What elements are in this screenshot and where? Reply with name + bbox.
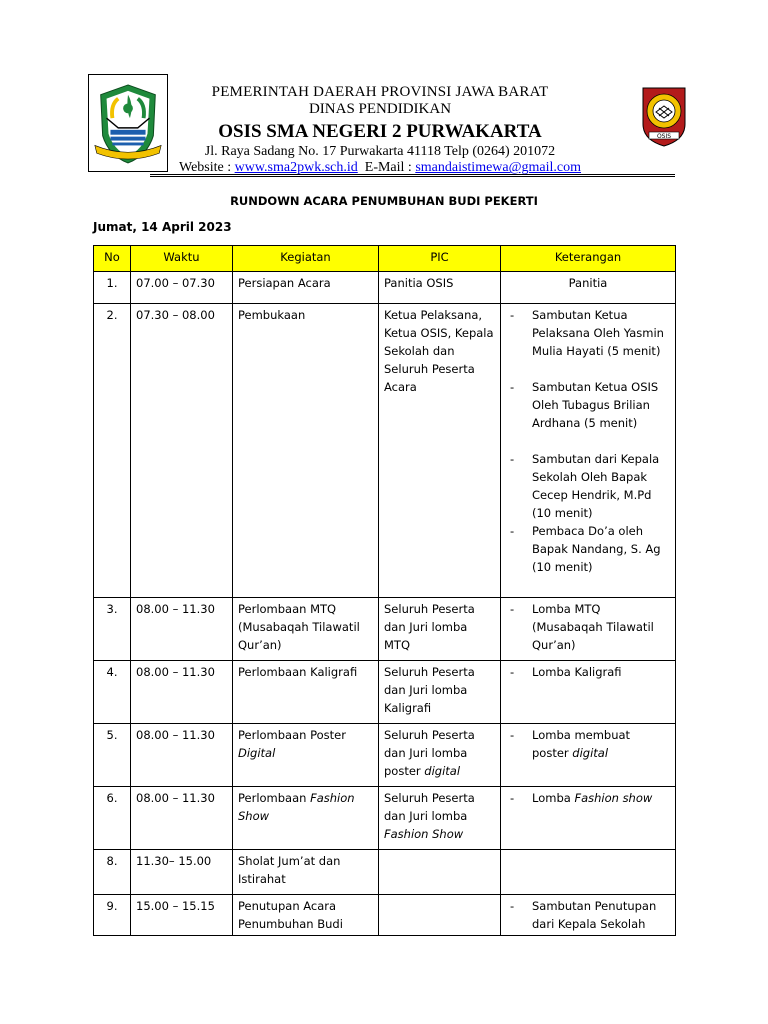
keterangan-text: Lomba Kaligrafi (532, 665, 622, 679)
table-row (94, 598, 676, 661)
header-kegiatan: Kegiatan (233, 246, 379, 272)
keterangan-text: Sambutan dari Kepala Sekolah Oleh Bapak Cecep Hendrik, M.Pd (10 menit) (532, 452, 660, 520)
header-keterangan: Keterangan (501, 246, 676, 272)
bullet-dash: - (510, 602, 515, 616)
table-row (94, 895, 676, 936)
cell-kegiatan: Penutupan Acara Penumbuhan Budi (233, 895, 379, 936)
pic-text: Seluruh Peserta dan Juri lomba poster (384, 728, 475, 778)
list-item (506, 726, 670, 762)
kegiatan-text: Perlombaan (238, 791, 307, 805)
cell-waktu: 08.00 – 11.30 (131, 724, 233, 787)
cell-keterangan (501, 895, 676, 936)
keterangan-text: Sambutan Ketua OSIS Oleh Tubagus Brilian Ardhana (5 menit) (532, 380, 659, 430)
kegiatan-italic-text: Fashion Show (238, 791, 355, 823)
cell-pic (379, 850, 501, 895)
cell-no: 2. (94, 304, 131, 598)
keterangan-text: Lomba MTQ (Musabaqah Tilawatil Qur’an) (532, 602, 654, 652)
cell-kegiatan: Perlombaan MTQ (Musabaqah Tilawatil Qur’an) (233, 598, 379, 661)
osis-logo-label: OSIS (656, 133, 672, 140)
kegiatan-text: Perlombaan Poster (238, 728, 346, 742)
list-item (506, 789, 670, 807)
cell-waktu: 11.30– 15.00 (131, 850, 233, 895)
keterangan-italic-text: Fashion show (574, 791, 653, 805)
cell-kegiatan (233, 724, 379, 787)
bullet-dash: - (510, 524, 515, 538)
table-row (94, 661, 676, 724)
cell-keterangan (501, 598, 676, 661)
table-row (94, 850, 676, 895)
website-link[interactable]: www.sma2pwk.sch.id (234, 160, 358, 176)
bullet-dash: - (510, 791, 515, 805)
list-item (506, 378, 670, 432)
cell-pic: Seluruh Peserta dan Juri lomba MTQ (379, 598, 501, 661)
cell-pic (379, 787, 501, 850)
government-name: PEMERINTAH DAERAH PROVINSI JAWA BARAT (211, 84, 549, 100)
header-no: No (94, 246, 131, 272)
cell-no: 9. (94, 895, 131, 936)
cell-waktu: 15.00 – 15.15 (131, 895, 233, 936)
cell-no: 5. (94, 724, 131, 787)
osis-emblem-icon (637, 84, 691, 148)
rundown-table (93, 245, 676, 936)
department-name: DINAS PENDIDIKAN (308, 101, 452, 118)
cell-keterangan: Panitia (501, 272, 676, 304)
email-label: E-Mail : (364, 160, 412, 176)
list-item (506, 306, 670, 360)
cell-pic (379, 895, 501, 936)
keterangan-text: Lomba (532, 791, 571, 805)
keterangan-text: Lomba membuat poster (532, 728, 631, 760)
keterangan-italic-text: digital (572, 746, 609, 760)
cell-no: 6. (94, 787, 131, 850)
cell-waktu: 08.00 – 11.30 (131, 598, 233, 661)
bullet-dash: - (510, 452, 515, 466)
list-item (506, 663, 670, 681)
table-header-row (94, 246, 676, 272)
cell-kegiatan: Pembukaan (233, 304, 379, 598)
cell-pic: Ketua Pelaksana, Ketua OSIS, Kepala Sekolah dan Seluruh Peserta Acara (379, 304, 501, 598)
address: Jl. Raya Sadang No. 17 Purwakarta 41118 Telp (0264) 201072 (204, 144, 556, 160)
table-row (94, 304, 676, 598)
website-label: Website : (178, 160, 232, 176)
bullet-dash: - (510, 899, 515, 913)
list-item (506, 522, 670, 576)
pic-italic-text: digital (424, 764, 461, 778)
letterhead (150, 84, 610, 177)
header-pic: PIC (379, 246, 501, 272)
cell-kegiatan (233, 787, 379, 850)
cell-kegiatan: Persiapan Acara (233, 272, 379, 304)
cell-kegiatan: Sholat Jum’at dan Istirahat (233, 850, 379, 895)
cell-pic: Panitia OSIS (379, 272, 501, 304)
cell-waktu: 07.30 – 08.00 (131, 304, 233, 598)
organization-name: OSIS SMA NEGERI 2 PURWAKARTA (218, 120, 542, 142)
email-link[interactable]: smandaistimewa@gmail.com (415, 160, 582, 176)
document-date: Jumat, 14 April 2023 (93, 220, 232, 234)
osis-logo (637, 84, 691, 148)
bullet-dash: - (510, 728, 515, 742)
cell-keterangan (501, 661, 676, 724)
cell-no: 8. (94, 850, 131, 895)
table-row (94, 724, 676, 787)
cell-no: 1. (94, 272, 131, 304)
table-row (94, 787, 676, 850)
header-divider (150, 174, 675, 175)
bullet-dash: - (510, 380, 515, 394)
bullet-dash: - (510, 665, 515, 679)
cell-keterangan (501, 850, 676, 895)
bullet-dash: - (510, 308, 515, 322)
cell-no: 3. (94, 598, 131, 661)
pic-italic-text: Fashion Show (384, 827, 464, 841)
cell-waktu: 08.00 – 11.30 (131, 787, 233, 850)
table-row (94, 272, 676, 304)
list-item (506, 450, 670, 522)
cell-keterangan (501, 724, 676, 787)
list-item (506, 897, 670, 933)
cell-pic (379, 724, 501, 787)
header-divider-secondary (150, 176, 675, 177)
keterangan-text: Sambutan Penutupan dari Kepala Sekolah (532, 899, 657, 931)
document-title: RUNDOWN ACARA PENUMBUHAN BUDI PEKERTI (230, 194, 538, 208)
cell-keterangan (501, 304, 676, 598)
cell-keterangan (501, 787, 676, 850)
cell-pic: Seluruh Peserta dan Juri lomba Kaligrafi (379, 661, 501, 724)
pic-text: Seluruh Peserta dan Juri lomba (384, 791, 475, 823)
kegiatan-italic-text: Digital (238, 746, 276, 760)
cell-waktu: 07.00 – 07.30 (131, 272, 233, 304)
cell-no: 4. (94, 661, 131, 724)
list-item (506, 600, 670, 654)
keterangan-text: Sambutan Ketua Pelaksana Oleh Yasmin Mulia Hayati (5 menit) (532, 308, 664, 358)
cell-kegiatan: Perlombaan Kaligrafi (233, 661, 379, 724)
keterangan-text: Pembaca Do’a oleh Bapak Nandang, S. Ag (10 menit) (532, 524, 661, 574)
cell-waktu: 08.00 – 11.30 (131, 661, 233, 724)
header-waktu: Waktu (131, 246, 233, 272)
